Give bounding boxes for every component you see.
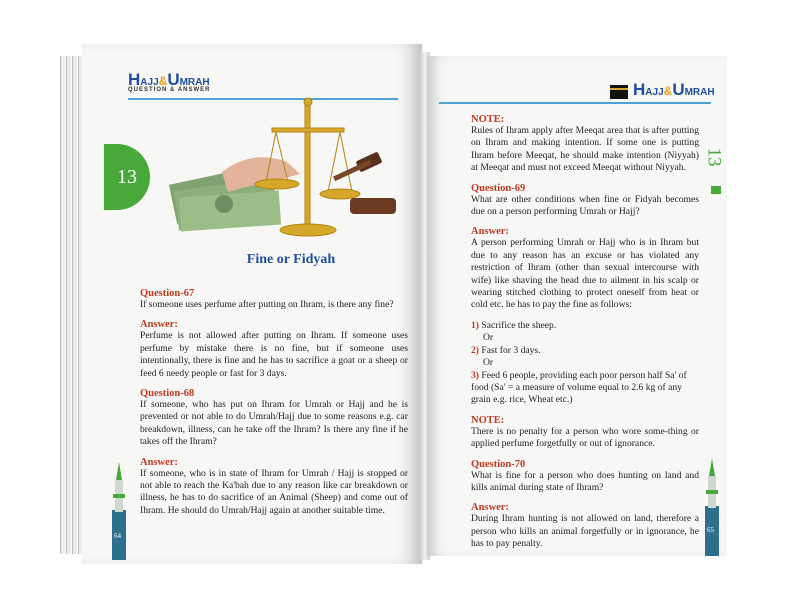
note-heading: NOTE: [471,114,505,125]
open-book [52,44,725,564]
logo-subtitle: QUESTION & ANSWER [128,87,211,93]
answer-heading: Answer: [471,226,509,238]
list-item: Or [483,332,494,344]
question-heading: Question-68 [140,388,195,400]
right-content [471,114,699,556]
minaret-icon [108,460,130,560]
fine-options-list [471,320,699,407]
note-text: Rules of Ihram apply after Meeqat area that is after putting on Ihram and making intention. If some one is putting Ihram before Meeqat, he should make intention (Niyyah) at Meeqat and must not exceed Meeqat without Niyyah. [471,125,699,174]
hajj-umrah-logo: HAJJ&UMRAH QUESTION & ANSWER [128,70,211,93]
page-stack-edge [66,56,71,554]
question-heading: Question-67 [140,288,195,299]
answer-heading: Answer: [140,456,178,468]
page-number: 65 [707,526,714,534]
list-item: Or [483,357,494,369]
note-text: There is no penalty for a person who wore some-thing or applied perfume forgetfully or out of ignorance. [471,425,699,450]
question-heading: Question-70 [471,458,526,470]
chapter-number-side: 13 [703,147,725,167]
right-page [427,56,727,556]
answer-text: If someone, who is in state of Ihram for Umrah / Hajj is stopped or not able to reach the Ka'bah due to any reason like car breakdown or illness, he has to do sacrifice of an Animal (Sheep) and come out of Ihram. He should do Umrah/Hajj again at another suitable time. [140,467,408,516]
gavel-icon [333,151,396,214]
question-heading: Question-69 [471,182,526,194]
minaret-icon [701,456,723,556]
answer-heading: Answer: [140,319,178,331]
answer-text: Perfume is not allowed after putting on Ihram. If someone uses perfume by mistake there is no fine, but if someone uses intentionally, there is fine and he has to sacrifice a goat or a sheep or feed 6 needy people or fast for 3 days. [140,330,408,379]
question-text: What are other conditions when fine or Fidyah becomes due on a person performing Umrah or Hajj? [471,193,699,218]
question-text: What is fine for a person who does hunting on land and kills animal during state of Ihram? [471,469,699,493]
question-text: If someone, who has put on Ihram for Umrah or Hajj and he is prevented or not able to do Umrah/Hajj due to some reasons e.g. car breakdown, illness, can he take off the Ihram? Is there any fine if he takes off the Ihram? [140,399,408,448]
page-number: 64 [114,532,121,540]
note-heading: NOTE: [471,414,505,426]
kaaba-icon [609,82,629,100]
fine-illustration [162,94,402,244]
left-page [82,44,422,564]
question-text: If someone uses perfume after putting on Ihram, is there any fine? [140,299,394,310]
left-content [140,288,408,525]
header-rule [439,102,711,104]
page-stack-edge [72,56,77,554]
list-item: 3) Feed 6 people, providing each poor person half Sa' of food (Sa' = a measure of volume equal to 2.6 kg of any grain e.g. rice, Wheat etc.) [471,369,687,406]
chapter-badge: 13 [104,144,150,210]
list-item: 2) Fast for 3 days. [471,344,541,356]
answer-text: A person performing Umrah or Hajj who is in Ihram but due to any reason has an excuse or has violated any restriction of Ihram (other than sexual intercourse with wife) like shaving the head due to ailment in his scalp or wearing stitched clothing to protect oneself from heat or cold etc. he has to pay the fine as follows: [471,237,699,311]
section-title: Fine or Fidyah [246,252,336,267]
page-stack-edge [60,56,65,554]
list-item: 1) Sacrifice the sheep. [471,319,557,331]
chapter-tab [711,186,721,194]
hajj-umrah-logo: HAJJ&UMRAH [633,80,715,99]
answer-heading: Answer: [471,502,509,514]
answer-text: During Ihram hunting is not allowed on land, therefore a person who kills an animal forgetfully or in ignorance, he has to pay penalty. [471,513,699,550]
